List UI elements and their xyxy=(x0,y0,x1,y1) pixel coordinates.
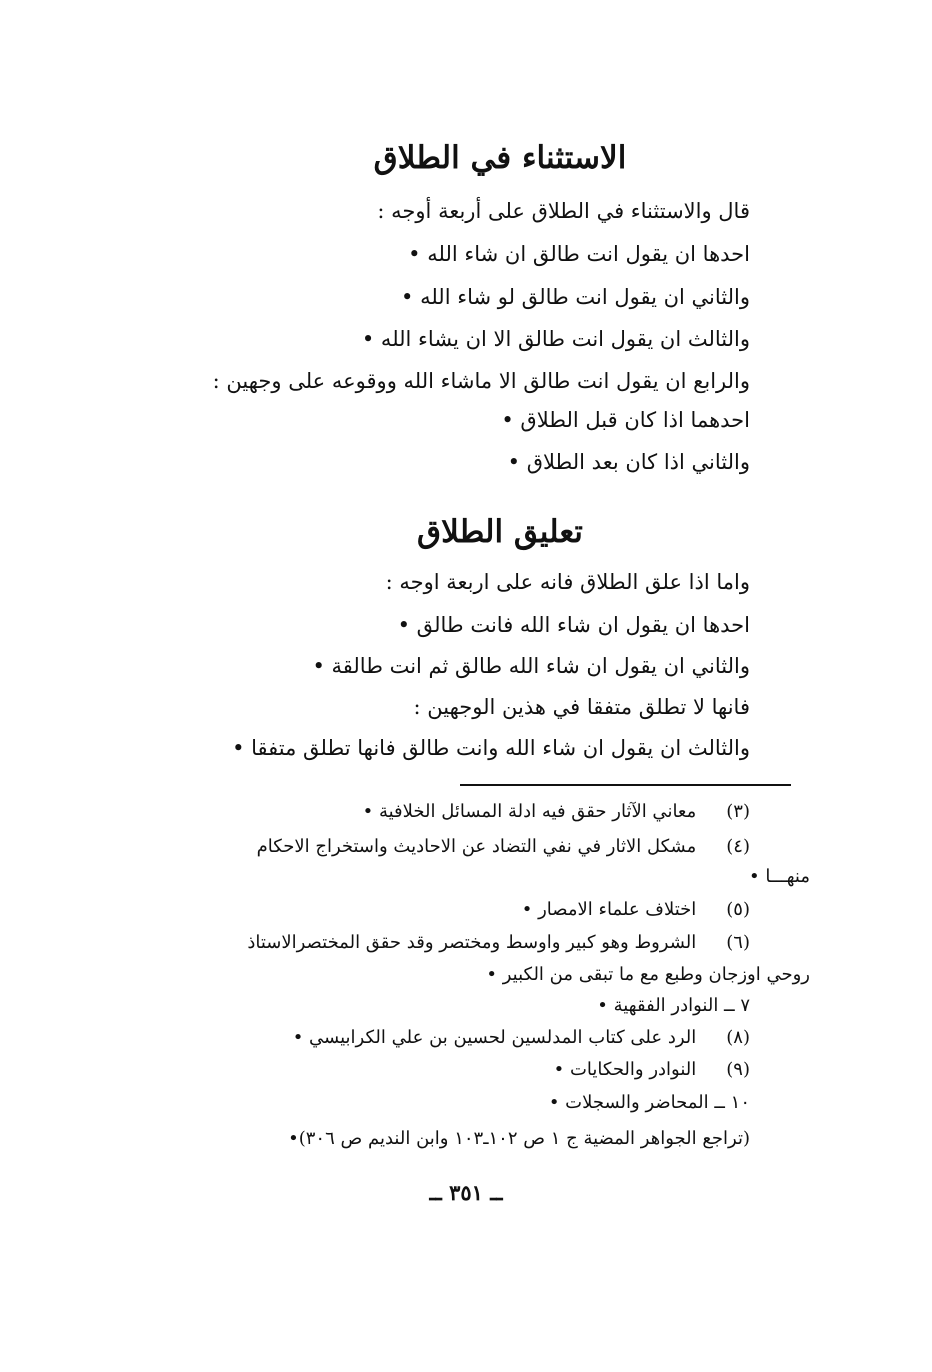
footnote-text: (تراجع الجواهر المضية ج ١ ص ١٠٢ـ١٠٣ وابن النديم ص ٣٠٦)• xyxy=(288,1128,750,1149)
footnote xyxy=(549,1090,750,1116)
text-line: والثالث ان يقول انت طالق الا ان يشاء الله • xyxy=(361,327,750,351)
footnote-continuation xyxy=(749,864,810,890)
text-line: واما اذا علق الطلاق فانه على اربعة اوجه : xyxy=(385,570,750,594)
footnote-text: مشكل الاثار في نفي التضاد عن الاحاديث واستخراج الاحكام xyxy=(256,836,697,857)
footnote-text: اختلاف علماء الامصار • xyxy=(521,899,697,920)
text-line: والثالث ان يقول ان شاء الله وانت طالق فانها تطلق متفقا • xyxy=(232,736,750,760)
footnote xyxy=(363,799,750,825)
text-line: والثاني ان يقول ان شاء الله طالق ثم انت طالقة • xyxy=(312,654,750,678)
footnote xyxy=(247,930,750,956)
text-line: احدهما اذا كان قبل الطلاق • xyxy=(501,408,750,432)
footnote-continuation xyxy=(486,962,810,988)
footnote-number: (٤) xyxy=(726,836,750,857)
footnote-number: (٨) xyxy=(726,1027,750,1048)
text-line: والرابع ان يقول انت طالق الا ماشاء الله ووقوعه على وجهين : xyxy=(212,369,750,393)
footnote xyxy=(554,1057,750,1083)
text-line: فانها لا تطلق متفقا في هذين الوجهين : xyxy=(413,695,750,719)
text-line: قال والاستثناء في الطلاق على أربعة أوجه : xyxy=(377,199,750,223)
text-line: احدها ان يقول ان شاء الله فانت طالق • xyxy=(397,613,750,637)
footnote-divider xyxy=(460,784,791,786)
text-line: والثاني ان يقول انت طالق لو شاء الله • xyxy=(401,285,750,309)
footnote-text: الرد على كتاب المدلسين لحسين بن علي الكرابيسي • xyxy=(292,1027,697,1048)
footnote xyxy=(597,993,750,1019)
footnote-number: (٣) xyxy=(726,801,750,822)
footnote xyxy=(293,1025,750,1051)
text-line: احدها ان يقول انت طالق ان شاء الله • xyxy=(408,242,750,266)
footnote-number: (٥) xyxy=(726,899,750,920)
footnote-text: منهـــا • xyxy=(748,866,810,887)
footnote-text: ٧ ــ النوادر الفقهية • xyxy=(597,995,750,1016)
text-line: والثاني اذا كان بعد الطلاق • xyxy=(507,450,750,474)
footnote-text: النوادر والحكايات • xyxy=(553,1059,697,1080)
footnote-text: روحي اوزجان وطبع مع ما تبقى من الكبير • xyxy=(486,964,810,985)
footnote-number: (٦) xyxy=(726,932,750,953)
footnote xyxy=(522,897,750,923)
footnote-text: الشروط وهو كبير واوسط ومختصر وقد حقق المختصرالاستاذ xyxy=(247,932,697,953)
footnote-text: ١٠ ــ المحاضر والسجلات • xyxy=(548,1092,750,1113)
page-number: ــ ٣٥١ ــ xyxy=(429,1180,503,1205)
footnote xyxy=(257,834,750,860)
footnote-reference xyxy=(288,1126,750,1152)
section-title-conditional: تعليق الطلاق xyxy=(417,514,583,550)
footnote-text: معاني الآثار حقق فيه ادلة المسائل الخلافية • xyxy=(362,801,697,822)
section-title-exception: الاستثناء في الطلاق xyxy=(373,140,627,176)
footnote-number: (٩) xyxy=(726,1059,750,1080)
